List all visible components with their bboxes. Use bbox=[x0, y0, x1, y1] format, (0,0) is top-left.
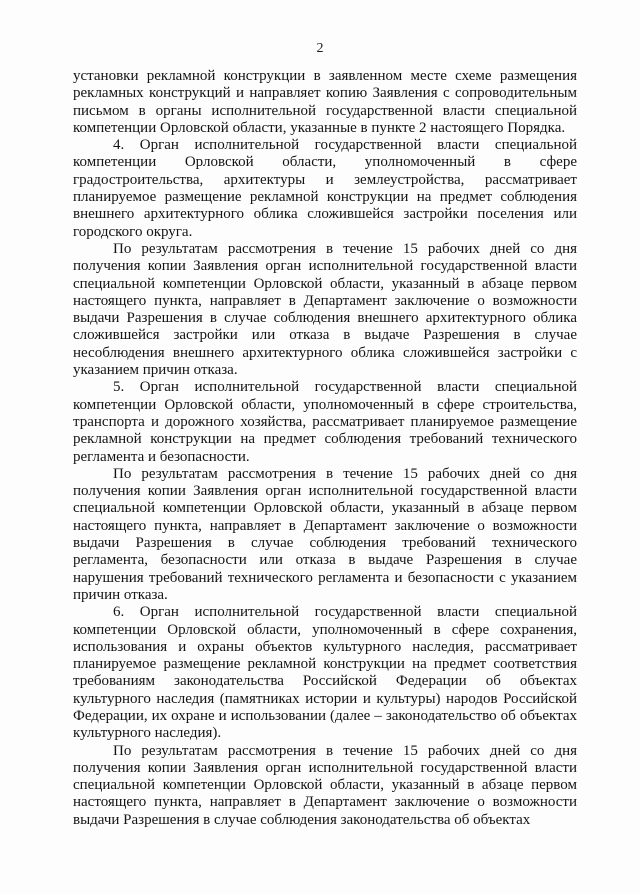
paragraph-item-6-result: По результатам рассмотрения в течение 15 рабочих дней со дня получения копии Заявления орган исполнительной государственной власти специальной компетенции Орловской области, указанный в абзаце первом настоящего пункта, направляет в Департамент заключение о возможности выдачи Разрешения в случае соблюдения законодательства об объектах bbox=[73, 742, 577, 828]
paragraph-item-6: 6. Орган исполнительной государственной власти специальной компетенции Орловской области, уполномоченный в сфере сохранения, использования и охраны объектов культурного наследия, рассматривает планируемое размещение рекламной конструкции на предмет соответствия требованиям законодательства Российской Федерации об объектах культурного наследия (памятниках истории и культуры) народов Российской Федерации, их охране и использовании (далее – законодательство об объектах культурного наследия). bbox=[73, 604, 577, 742]
paragraph-item-4: 4. Орган исполнительной государственной власти специальной компетенции Орловской области, уполномоченный в сфере градостроительства, архитектуры и землеустройства, рассматривает планируемое размещение рекламной конструкции на предмет соблюдения внешнего архитектурного облика сложившейся застройки поселения или городского округа. bbox=[73, 137, 577, 240]
page-number: 2 bbox=[316, 41, 324, 56]
paragraph-item-4-result: По результатам рассмотрения в течение 15 рабочих дней со дня получения копии Заявления орган исполнительной государственной власти специальной компетенции Орловской области, указанный в абзаце первом настоящего пункта, направляет в Департамент заключение о возможности выдачи Разрешения в случае соблюдения внешнего архитектурного облика сложившейся застройки или отказа в выдаче Разрешения в случае несоблюдения внешнего архитектурного облика сложившейся застройки с указанием причин отказа. bbox=[73, 240, 577, 379]
paragraph-continuation: установки рекламной конструкции в заявленном месте схеме размещения рекламных конструкций и направляет копию Заявления с сопроводительным письмом в органы исполнительной государственной власти специальной компетенции Орловской области, указанные в пункте 2 настоящего Порядка. bbox=[73, 68, 577, 136]
document-body bbox=[73, 68, 577, 829]
paragraph-item-5: 5. Орган исполнительной государственной власти специальной компетенции Орловской области, уполномоченный в сфере строительства, транспорта и дорожного хозяйства, рассматривает планируемое размещение рекламной конструкции на предмет соблюдения требований технического регламента и безопасности. bbox=[73, 379, 577, 465]
paragraph-item-5-result: По результатам рассмотрения в течение 15 рабочих дней со дня получения копии Заявления орган исполнительной государственной власти специальной компетенции Орловской области, указанный в абзаце первом настоящего пункта, направляет в Департамент заключение о возможности выдачи Разрешения в случае соблюдения требований технического регламента, безопасности или отказа в выдаче Разрешения в случае нарушения требований технического регламента и безопасности с указанием причин отказа. bbox=[73, 465, 577, 603]
